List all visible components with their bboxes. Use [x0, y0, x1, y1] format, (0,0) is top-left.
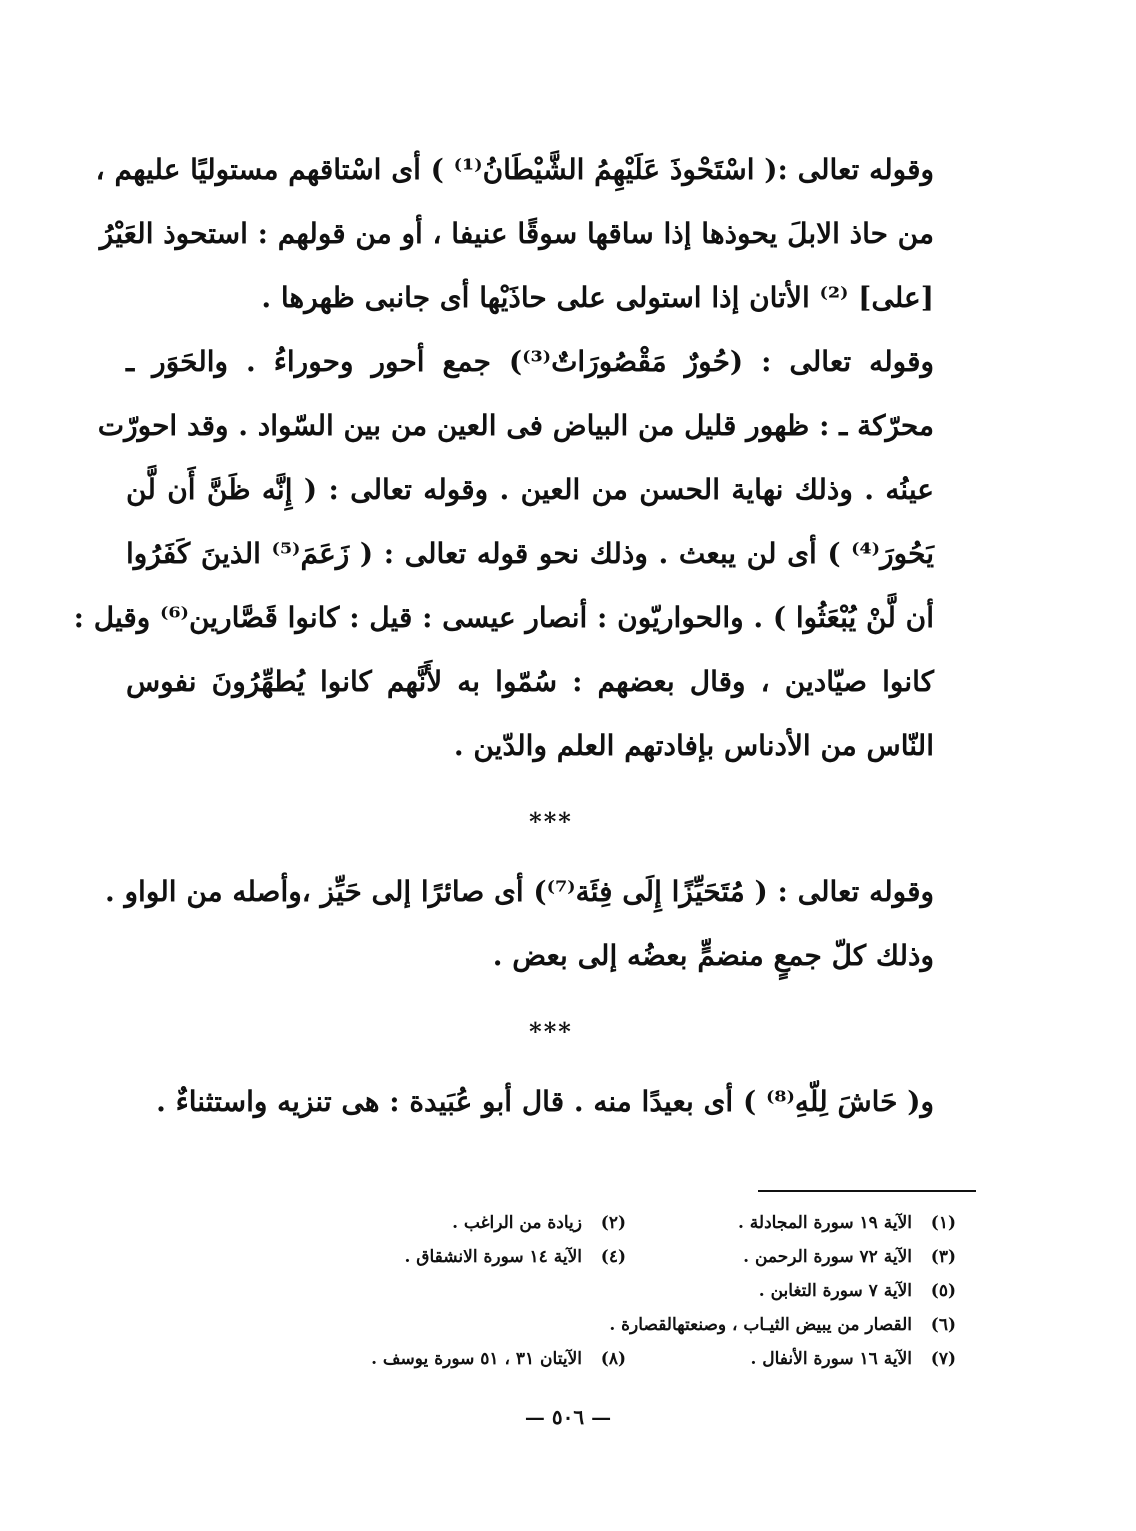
footnotes — [136, 1206, 956, 1376]
footnote-text: الآية ١٩ سورة المجادلة . — [737, 1213, 912, 1233]
text-line: عينُه . وذلك نهاية الحسن من العين . وقوله تعالى : ( إِنَّه ظَنَّ أَن لَّن — [126, 473, 934, 506]
footnote-row — [136, 1308, 956, 1342]
footnote-1 — [626, 1206, 956, 1240]
footnote-text: الآية ١٦ سورة الأنفال . — [750, 1349, 912, 1369]
text-line: وذلك كلّ جمعٍ منضمٍّ بعضُه إلى بعض . — [492, 939, 934, 972]
footnote-2 — [296, 1206, 626, 1240]
footnote-number: (١) — [930, 1213, 956, 1233]
footnote-6 — [196, 1308, 956, 1342]
text-line: يَحُورَ⁽⁴⁾ ) أى لن يبعث . وذلك نحو قوله تعالى : ( زَعَمَ⁽⁵⁾ الذينَ كَفَرُوا — [126, 537, 934, 570]
footnote-7 — [626, 1342, 956, 1376]
footnote-4 — [296, 1240, 626, 1274]
footnote-number: (٧) — [930, 1349, 956, 1369]
paragraph-hur — [73, 330, 976, 778]
paragraph-hasha — [126, 1070, 976, 1134]
footnote-number: (٨) — [600, 1349, 626, 1369]
footnote-number: (٥) — [930, 1281, 956, 1301]
footnote-number: (٦) — [930, 1315, 956, 1335]
footnote-row — [136, 1274, 956, 1308]
footnote-text: الآية ١٤ سورة الانشقاق . — [404, 1247, 582, 1267]
footnote-row — [136, 1342, 956, 1376]
footnote-text: زيادة من الراغب . — [452, 1213, 582, 1233]
footnote-5 — [196, 1274, 956, 1308]
text-line: النّاس من الأدناس بإفادتهم العلم والدّين . — [453, 729, 934, 762]
footnote-number: (٤) — [600, 1247, 626, 1267]
text-line: وقوله تعالى : ( مُتَحَيِّزًا إِلَى فِئَة⁽⁷⁾) أى صائرًا إلى حَيِّز ،وأصله من الواو . — [105, 875, 934, 908]
page-number: — ٥٠٦ — — [524, 1405, 612, 1429]
text-line: محرّكة ـ : ظهور قليل من البياض فى العين من بين السّواد . وقد احورّت — [97, 409, 934, 442]
section-separator: *** — [529, 807, 573, 836]
footnote-number: (٣) — [930, 1247, 956, 1267]
footnote-text: الآية ٧٢ سورة الرحمن . — [743, 1247, 912, 1267]
footnote-text: الآيتان ٣١ ، ٥١ سورة يوسف . — [371, 1349, 582, 1369]
footnote-row — [136, 1206, 956, 1240]
footnote-text: القصار من يبيض الثيـاب ، وصنعتهالقصارة . — [609, 1315, 912, 1335]
text-line: من حاذ الابلَ يحوذها إذا ساقها سوقًا عنيفا ، أو من قولهم : استحوذ العَيْرُ — [99, 217, 934, 250]
text-line: وقوله تعالى :( اسْتَحْوذَ عَلَيْهِمُ الشَّيْطَانُ⁽¹⁾ ) أى اسْتاقهم مستوليًا عليهم ، — [95, 153, 934, 186]
footnote-number: (٢) — [600, 1213, 626, 1233]
paragraph-istahwadha — [95, 138, 976, 330]
text-line: و( حَاشَ لِلّهِ⁽⁸⁾ ) أى بعيدًا منه . قال أبو عُبَيدة : هى تنزيه واستثناءٌ . — [156, 1085, 934, 1118]
paragraph-mutahayyiz — [105, 860, 976, 988]
main-text — [73, 138, 976, 1134]
footnote-3 — [626, 1240, 956, 1274]
text-line: كانوا صيّادين ، وقال بعضهم : سُمّوا به لأَنَّهم كانوا يُطهِّرُونَ نفوس — [126, 665, 934, 698]
footnote-8 — [296, 1342, 626, 1376]
text-line: وقوله تعالى : (حُورٌ مَقْصُورَاتٌ⁽³⁾) جمع أحور وحوراءُ . والحَوَر ـ — [126, 345, 934, 378]
text-line: أن لَّنْ يُبْعَثُوا ) . والحواريّون : أنصار عيسى : قيل : كانوا قَصَّارين⁽⁶⁾ وقيل : — [73, 601, 934, 634]
footnote-row — [136, 1240, 956, 1274]
footnote-text: الآية ٧ سورة التغابن . — [758, 1281, 912, 1301]
section-separator: *** — [529, 1017, 573, 1046]
footnote-rule — [758, 1190, 976, 1192]
text-line: [على] ⁽²⁾ الأتان إذا استولى على حاذَيْها أى جانبى ظهرها . — [261, 281, 934, 314]
